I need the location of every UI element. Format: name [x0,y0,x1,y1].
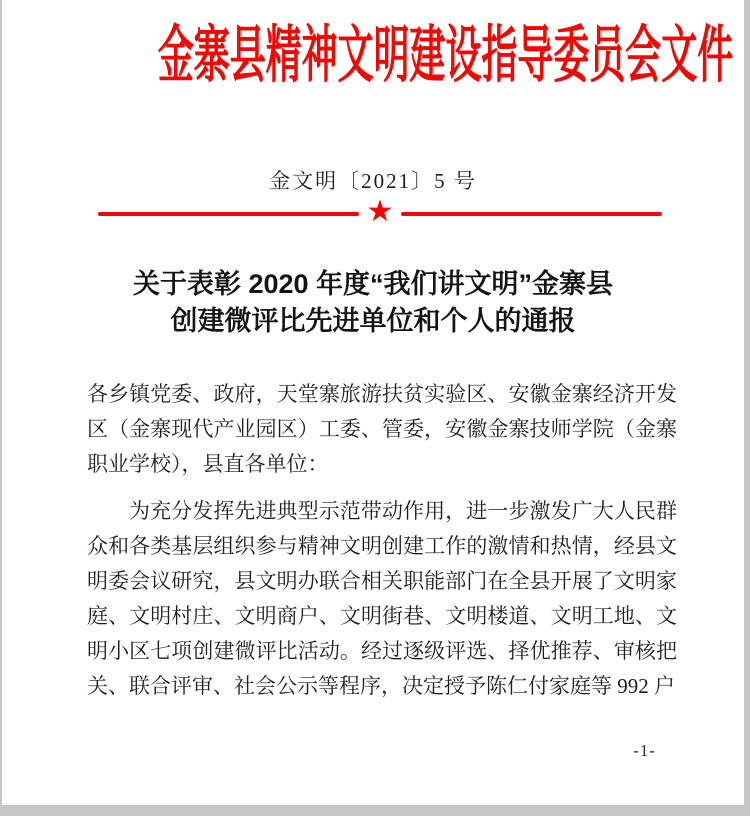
red-divider [98,195,662,228]
divider-line-right [401,212,662,216]
body-line: 关、联合评审、社会公示等程序，决定授予陈仁付家庭等 992 户 [87,674,675,698]
body-line: 为充分发挥先进典型示范带动作用，进一步激发广大人民群 [129,499,677,523]
body-line: 区（金寨现代产业园区）工委、管委，安徽金寨技师学院（金寨 [87,417,677,441]
star-icon: ★ [366,195,394,228]
body-line: 职业学校），县直各单位： [87,452,329,476]
divider-line-left [98,212,359,216]
body-line: 各乡镇党委、政府，天堂寨旅游扶贫实验区、安徽金寨经济开发 [87,382,677,406]
document-number: 金文明〔2021〕5 号 [269,169,477,193]
body-line: 庭、文明村庄、文明商户、文明街巷、文明楼道、文明工地、文 [87,604,677,628]
page-number: -1- [633,741,656,760]
recipients-paragraph [87,377,677,482]
body-line: 明小区七项创建微评比活动。经过逐级评选、择优推荐、审核把 [87,639,677,663]
document-header-title: 金寨县精神文明建设指导委员会文件 [157,22,734,90]
document-title-line1: 关于表彰 2020 年度“我们讲文明”金寨县 [132,269,614,299]
body-line: 众和各类基层组织参与精神文明创建工作的激情和热情，经县文 [87,534,677,558]
document-body [87,377,677,704]
document-page [2,0,744,805]
document-title-line2: 创建微评比先进单位和个人的通报 [170,306,576,336]
main-paragraph [87,494,677,704]
document-title [2,266,744,340]
body-line: 明委会议研究，县文明办联合相关职能部门在全县开展了文明家 [87,569,677,593]
